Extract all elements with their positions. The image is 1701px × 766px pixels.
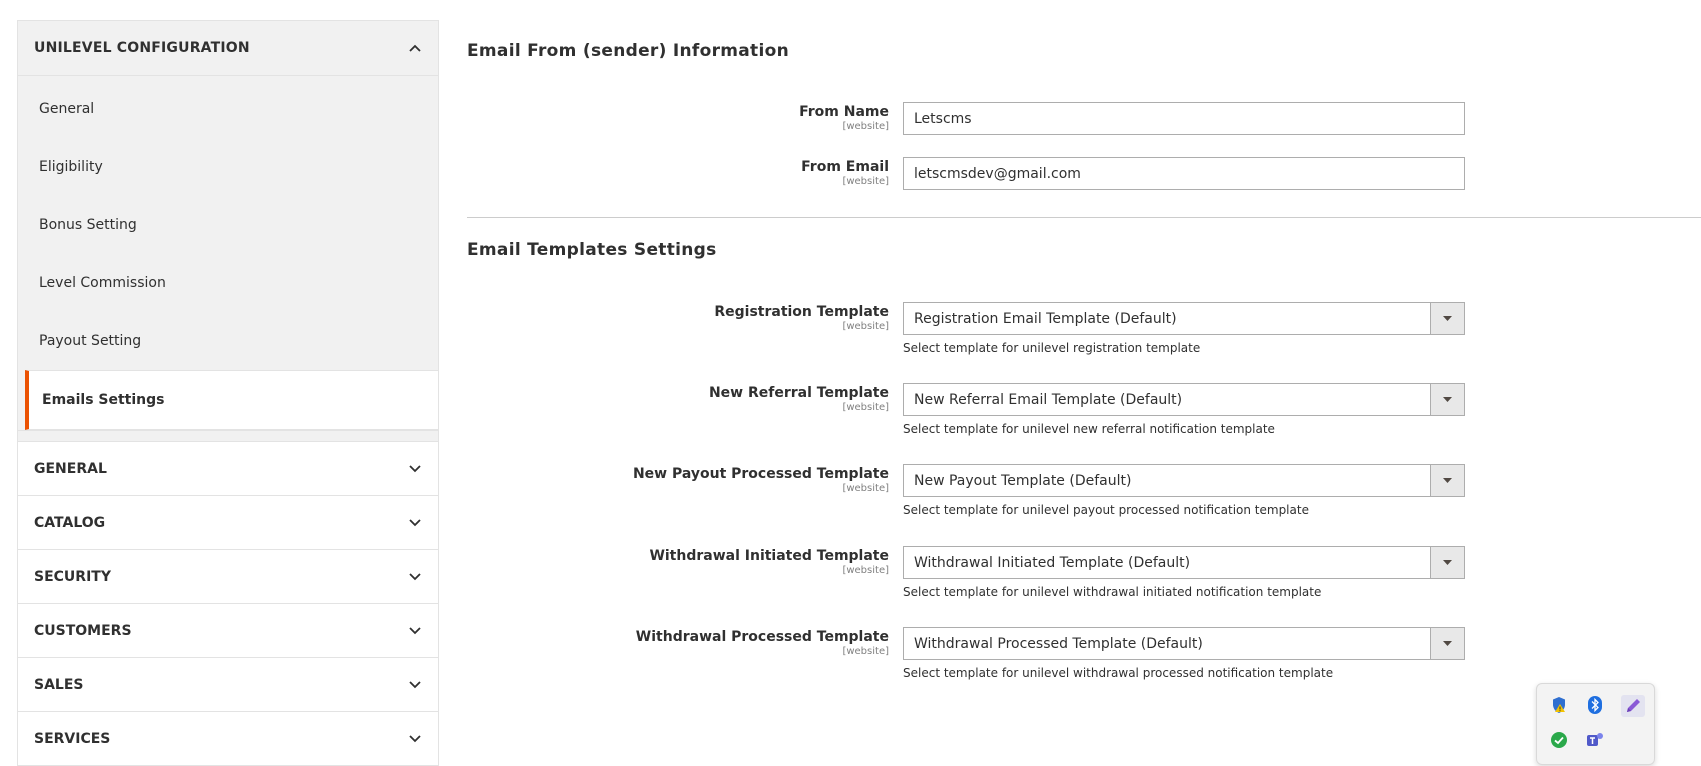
section-customers[interactable] bbox=[18, 603, 438, 657]
security-warning-icon[interactable] bbox=[1549, 695, 1569, 715]
input-value: Letscms bbox=[914, 110, 972, 127]
chevron-down-icon bbox=[408, 732, 422, 746]
dropdown-arrow-icon[interactable] bbox=[1430, 303, 1464, 334]
chevron-down-icon bbox=[408, 570, 422, 584]
from-email-input[interactable] bbox=[903, 157, 1465, 190]
check-icon[interactable] bbox=[1549, 730, 1569, 750]
section-divider bbox=[467, 217, 1701, 218]
new-referral-template-select[interactable] bbox=[903, 383, 1465, 416]
field-note: Select template for unilevel new referral notification template bbox=[903, 422, 1275, 436]
field-note: Select template for unilevel payout processed notification template bbox=[903, 503, 1309, 517]
registration-template-select[interactable] bbox=[903, 302, 1465, 335]
unilevel-configuration-header[interactable] bbox=[18, 21, 438, 76]
chevron-down-icon bbox=[408, 462, 422, 476]
sidebar-item-label: General bbox=[39, 101, 95, 117]
withdrawal-initiated-template-select[interactable] bbox=[903, 546, 1465, 579]
new-payout-template-label bbox=[589, 466, 889, 494]
scope-label: [website] bbox=[842, 483, 889, 494]
section-label: GENERAL bbox=[34, 460, 107, 477]
sidebar-item-payout-setting[interactable] bbox=[18, 312, 438, 370]
section-label: SALES bbox=[34, 676, 84, 693]
sidebar-item-level-commission[interactable] bbox=[18, 254, 438, 312]
field-note: Select template for unilevel registration template bbox=[903, 341, 1201, 355]
section-sales[interactable] bbox=[18, 657, 438, 711]
section-services[interactable] bbox=[18, 711, 438, 765]
new-referral-template-label bbox=[589, 385, 889, 413]
field-label: New Payout Processed Template bbox=[632, 466, 889, 482]
section-general[interactable] bbox=[18, 441, 438, 495]
sidebar-item-label: Bonus Setting bbox=[39, 217, 137, 233]
dropdown-arrow-icon[interactable] bbox=[1430, 384, 1464, 415]
config-sidebar bbox=[17, 20, 439, 766]
select-value: Withdrawal Initiated Template (Default) bbox=[914, 554, 1191, 571]
scope-label: [website] bbox=[842, 176, 889, 187]
dropdown-arrow-icon[interactable] bbox=[1430, 465, 1464, 496]
chevron-down-icon bbox=[408, 624, 422, 638]
scope-label: [website] bbox=[842, 402, 889, 413]
input-value: letscmsdev@gmail.com bbox=[914, 165, 1081, 182]
sidebar-item-bonus-setting[interactable] bbox=[18, 196, 438, 254]
sidebar-item-label: Eligibility bbox=[39, 159, 103, 175]
sidebar-item-eligibility[interactable] bbox=[18, 138, 438, 196]
teams-icon[interactable] bbox=[1585, 730, 1605, 750]
scope-label: [website] bbox=[842, 646, 889, 657]
sidebar-header-label: UNILEVEL CONFIGURATION bbox=[34, 40, 250, 56]
withdrawal-initiated-template-label bbox=[589, 548, 889, 576]
section-label: CATALOG bbox=[34, 514, 106, 531]
registration-template-label bbox=[589, 304, 889, 332]
new-payout-template-select[interactable] bbox=[903, 464, 1465, 497]
section-label: CUSTOMERS bbox=[34, 622, 132, 639]
sidebar-item-general[interactable] bbox=[18, 80, 438, 138]
field-label: Registration Template bbox=[714, 304, 889, 320]
select-value: Withdrawal Processed Template (Default) bbox=[914, 635, 1203, 652]
system-tray-popup bbox=[1536, 683, 1655, 765]
sender-section-title: Email From (sender) Information bbox=[467, 41, 789, 61]
withdrawal-processed-template-label bbox=[589, 629, 889, 657]
field-label: Withdrawal Processed Template bbox=[635, 629, 889, 645]
dropdown-arrow-icon[interactable] bbox=[1430, 547, 1464, 578]
sidebar-gap bbox=[18, 430, 438, 441]
chevron-up-icon bbox=[408, 41, 422, 55]
field-label: New Referral Template bbox=[708, 385, 889, 401]
section-security[interactable] bbox=[18, 549, 438, 603]
withdrawal-processed-template-select[interactable] bbox=[903, 627, 1465, 660]
section-label: SERVICES bbox=[34, 730, 111, 747]
pen-icon[interactable] bbox=[1621, 695, 1645, 717]
section-label: SECURITY bbox=[34, 568, 111, 585]
from-email-label bbox=[589, 159, 889, 187]
scope-label: [website] bbox=[842, 321, 889, 332]
section-catalog[interactable] bbox=[18, 495, 438, 549]
chevron-down-icon bbox=[408, 678, 422, 692]
select-value: New Referral Email Template (Default) bbox=[914, 391, 1183, 408]
field-label: From Email bbox=[801, 159, 889, 175]
field-label: Withdrawal Initiated Template bbox=[649, 548, 889, 564]
sidebar-item-label: Payout Setting bbox=[39, 333, 142, 349]
dropdown-arrow-icon[interactable] bbox=[1430, 628, 1464, 659]
from-name-label bbox=[589, 104, 889, 132]
field-note: Select template for unilevel withdrawal initiated notification template bbox=[903, 585, 1322, 599]
unilevel-sub-list bbox=[18, 76, 438, 441]
select-value: Registration Email Template (Default) bbox=[914, 310, 1177, 327]
select-value: New Payout Template (Default) bbox=[914, 472, 1132, 489]
scope-label: [website] bbox=[842, 565, 889, 576]
templates-section-title: Email Templates Settings bbox=[467, 240, 717, 260]
from-name-input[interactable] bbox=[903, 102, 1465, 135]
chevron-down-icon bbox=[408, 516, 422, 530]
sidebar-item-emails-settings[interactable] bbox=[25, 370, 438, 430]
bluetooth-icon[interactable] bbox=[1585, 695, 1605, 715]
field-label: From Name bbox=[799, 104, 889, 120]
field-note: Select template for unilevel withdrawal processed notification template bbox=[903, 666, 1334, 680]
sidebar-item-label: Emails Settings bbox=[42, 392, 165, 408]
scope-label: [website] bbox=[842, 121, 889, 132]
sidebar-item-label: Level Commission bbox=[39, 275, 166, 291]
